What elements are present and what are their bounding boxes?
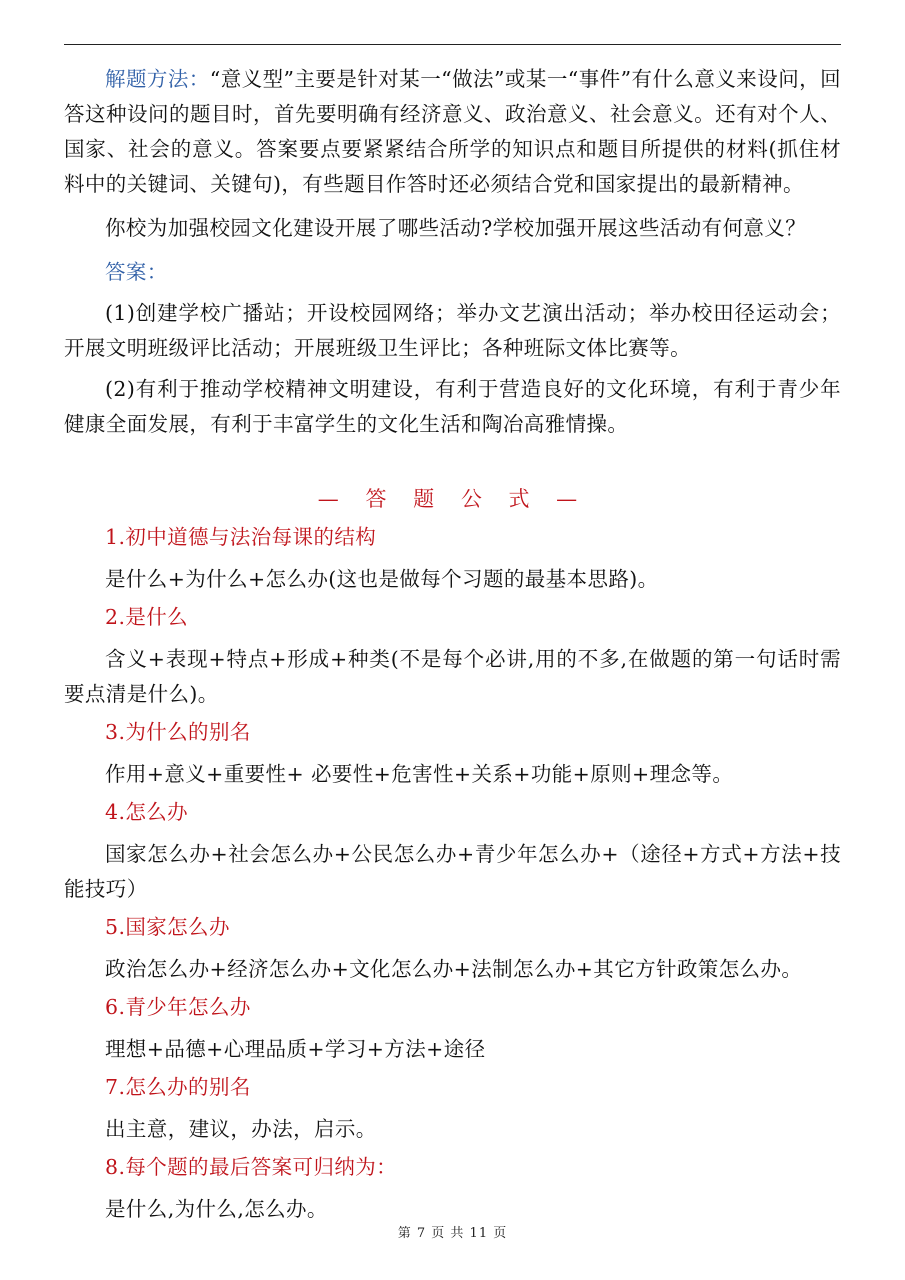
formula-item-title: 6.青少年怎么办 xyxy=(105,995,251,1019)
header-rule xyxy=(64,44,841,45)
page-footer: 第 7 页 共 11 页 xyxy=(397,1226,508,1241)
formula-item-body: 作用+意义+重要性+ 必要性+危害性+关系+功能+原则+理念等。 xyxy=(105,762,734,786)
formula-item-body: 理想+品德+心理品质+学习+方法+途径 xyxy=(105,1037,486,1061)
formula-heading: — 答 题 公 式 — xyxy=(317,487,588,511)
formula-item-title: 4.怎么办 xyxy=(105,800,189,824)
formula-item-body: 政治怎么办+经济怎么办+文化怎么办+法制怎么办+其它方针政策怎么办。 xyxy=(105,957,803,981)
formula-item-title: 8.每个题的最后答案可归纳为： xyxy=(105,1155,398,1179)
answer-label: 答案： xyxy=(105,260,168,284)
method-paragraph xyxy=(64,62,841,202)
formula-item-title: 5.国家怎么办 xyxy=(105,915,230,939)
formula-item-title: 7.怎么办的别名 xyxy=(105,1075,251,1099)
formula-item-body: 含义+表现+特点+形成+种类(不是每个必讲,用的不多,在做题的第一句话时需要点清是什么)。 xyxy=(64,647,841,706)
formula-item-body: 出主意，建议，办法，启示。 xyxy=(105,1117,377,1141)
question-paragraph: 你校为加强校园文化建设开展了哪些活动?学校加强开展这些活动有何意义？ xyxy=(105,216,807,240)
formula-item-body: 是什么+为什么+怎么办(这也是做每个习题的最基本思路)。 xyxy=(105,567,659,591)
formula-item-title: 2.是什么 xyxy=(105,605,189,629)
formula-item-body: 是什么,为什么,怎么办。 xyxy=(105,1197,328,1221)
formula-item-title: 3.为什么的别名 xyxy=(105,720,251,744)
answer-point-2: (2)有利于推动学校精神文明建设，有利于营造良好的文化环境，有利于青少年健康全面发展，有利于丰富学生的文化生活和陶冶高雅情操。 xyxy=(64,377,841,436)
method-text: “意义型”主要是针对某一“做法”或某一“事件”有什么意义来设问，回答这种设问的题目时，首先要明确有经济意义、政治意义、社会意义。还有对个人、国家、社会的意义。答案要点要紧紧结合所学的知识点和题目所提供的材料(抓住材料中的关键词、关键句)，有些题目作答时还必须结合党和国家提出的最新精神。 xyxy=(64,67,841,196)
formula-item-body: 国家怎么办+社会怎么办+公民怎么办+青少年怎么办+（途径+方式+方法+技能技巧） xyxy=(64,842,841,901)
document-body xyxy=(64,62,841,1227)
answer-point-1: (1)创建学校广播站；开设校园网络；举办文艺演出活动；举办校田径运动会；开展文明班级评比活动；开展班级卫生评比；各种班际文体比赛等。 xyxy=(64,301,841,360)
formula-item-title: 1.初中道德与法治每课的结构 xyxy=(105,525,377,549)
method-label: 解题方法： xyxy=(105,67,210,91)
